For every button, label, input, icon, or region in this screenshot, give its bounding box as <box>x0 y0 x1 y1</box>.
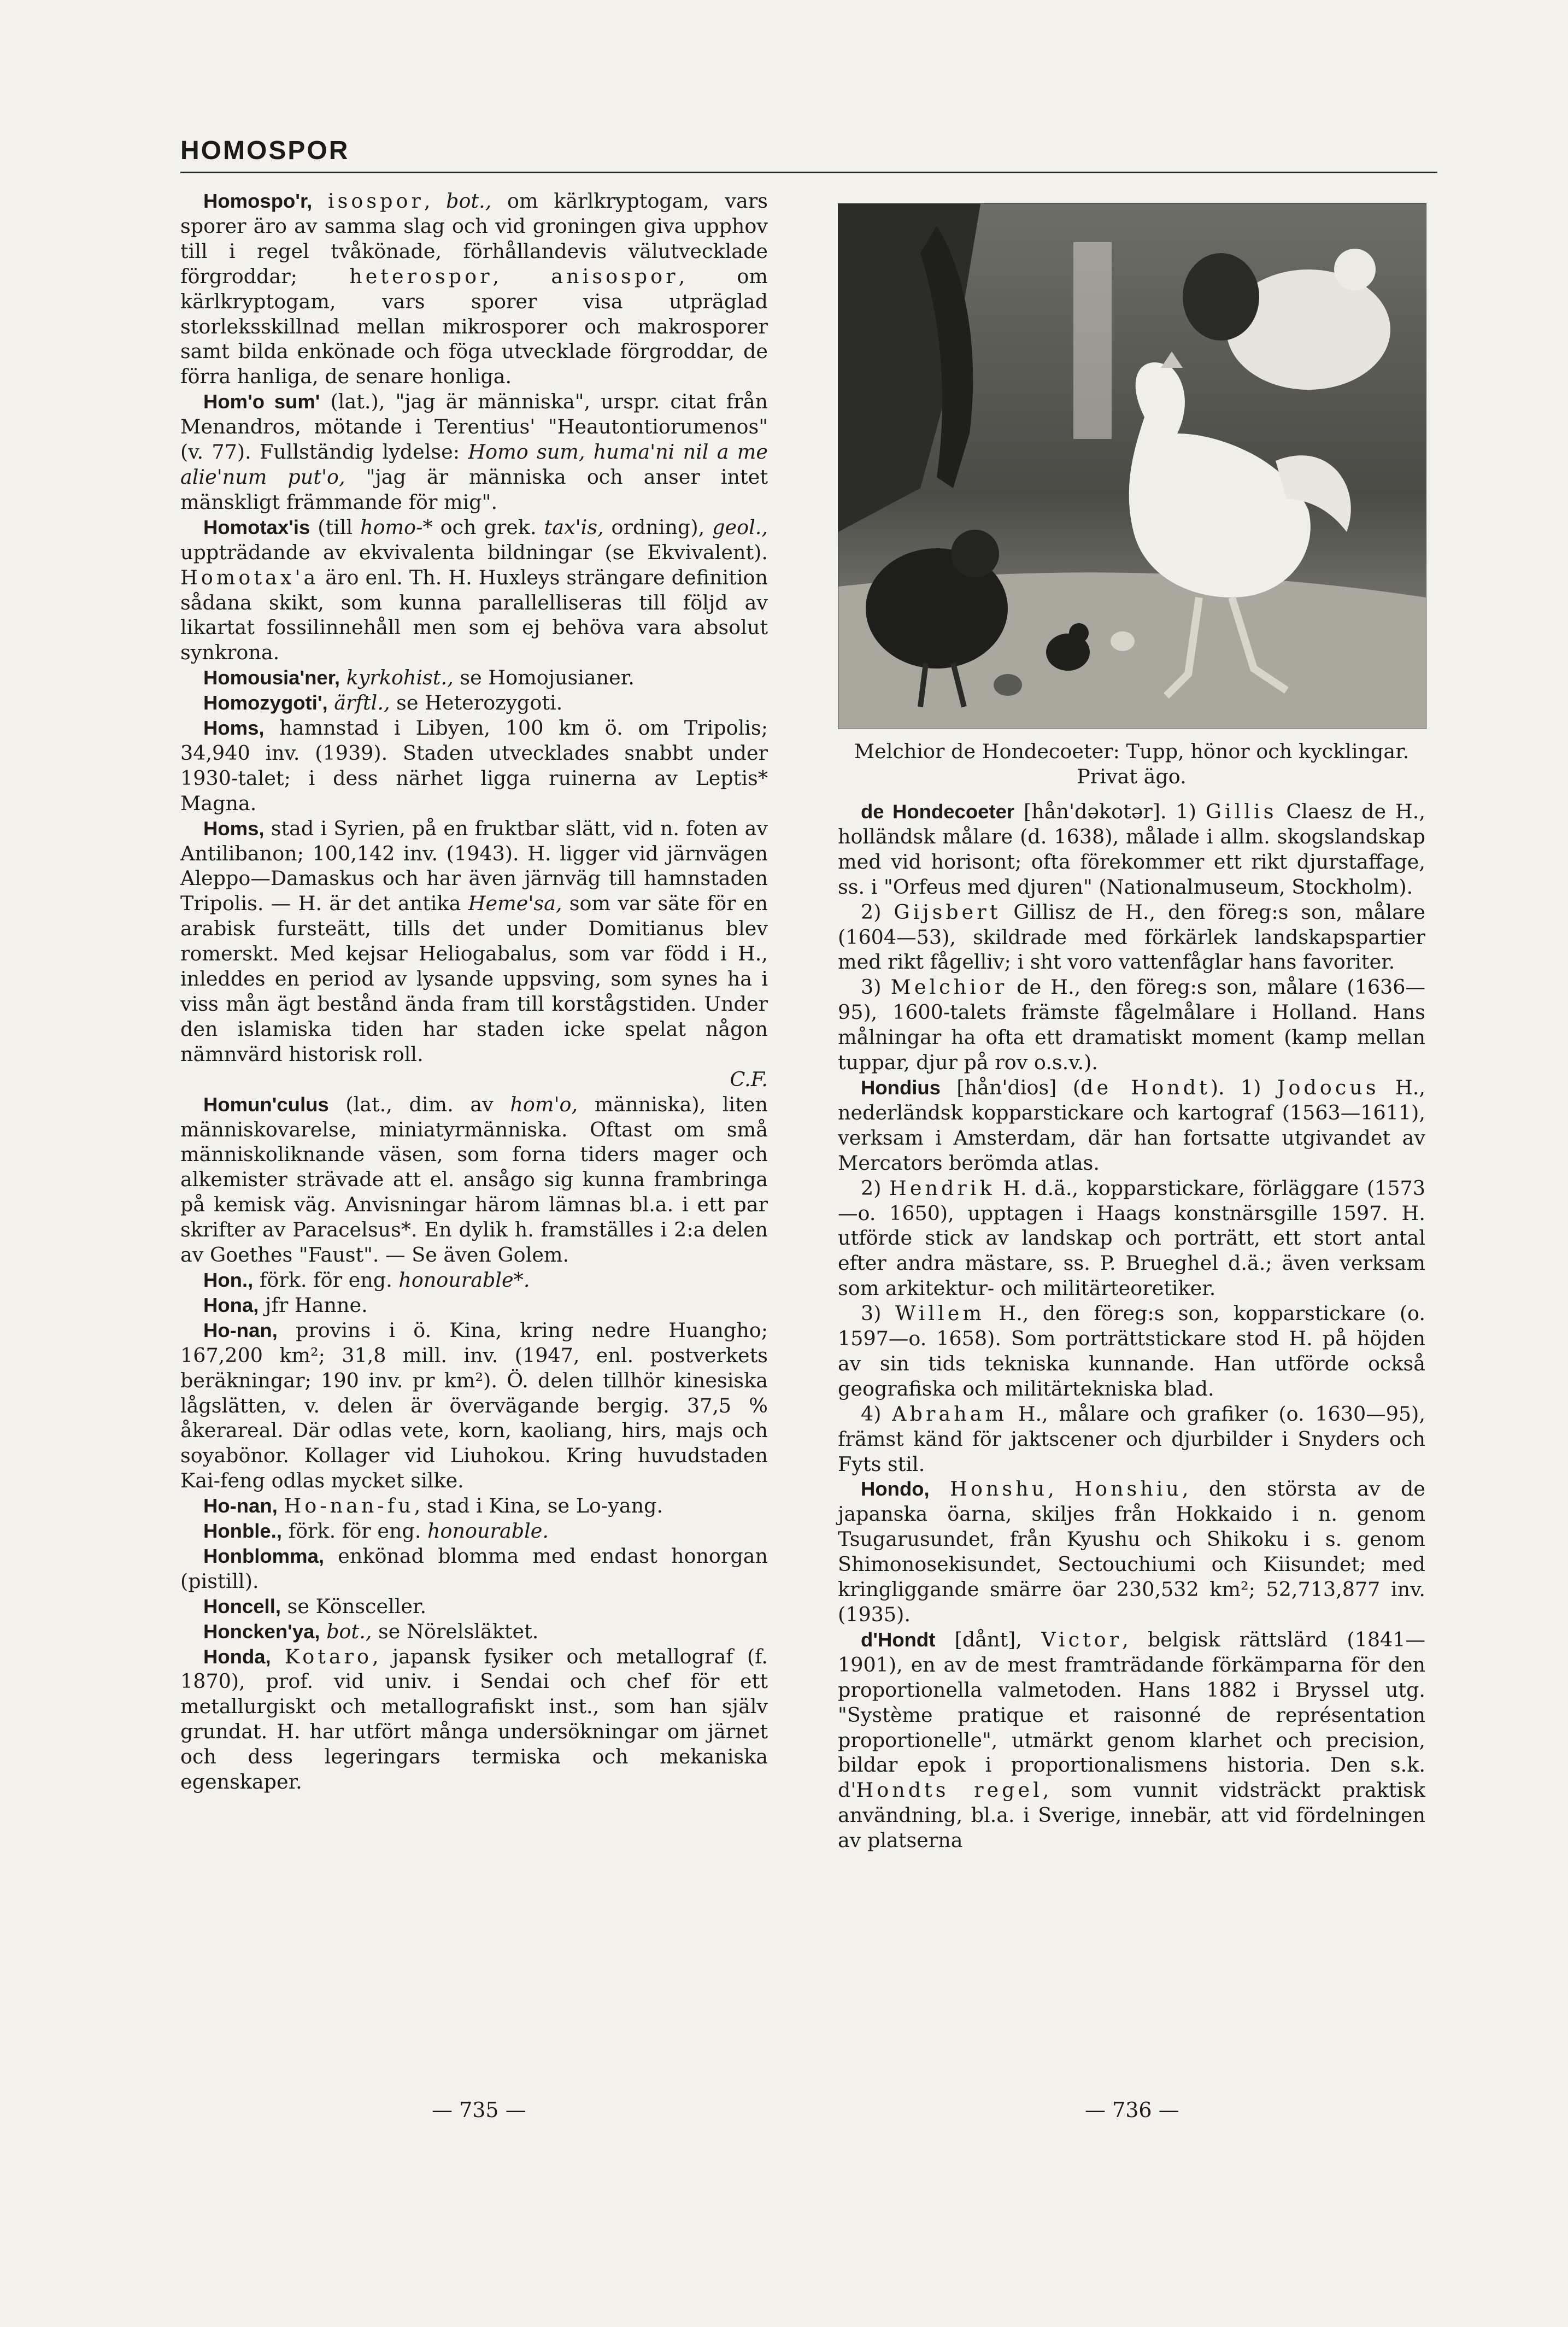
headword: Homotax'is <box>203 515 310 538</box>
entry-text: [hån'dios] ( <box>940 1075 1081 1099</box>
entry-text: "jag är människa och anser intet mänskligt främmande för mig". <box>180 465 768 514</box>
entry-text: tax'is, <box>544 515 604 539</box>
figure-caption <box>838 739 1425 789</box>
entry-text: Hendrik <box>889 1176 995 1200</box>
entry <box>180 1293 768 1318</box>
entry-text: Heme'sa, <box>468 892 562 916</box>
headword: Hondius <box>861 1076 941 1099</box>
entry <box>838 1176 1425 1302</box>
entry-text: heterospor <box>349 264 493 288</box>
entry-text: se Heterozygoti. <box>390 691 563 715</box>
entry-text: de H., den föreg:s son, målare (1636—95), 1600-talets främste fågelmålare i Holland. Hans målningar ha ofta ett dramatiskt moment (kamp mellan tuppar, djur på rov o.s.v.). <box>838 975 1425 1075</box>
entry-text: människa), liten människovarelse, miniatyrmänniska. Oftast om små människoliknande väsen, som forna tiders mager och alkemister strävade att el. ansågo sig kunna frambringa på kemisk väg. Anvisningar härom lämnas bl.a. i ett par skrifter av Paracelsus*. En dylik h. framställes i 2:a delen av Goethes "Faust". — Se även Golem. <box>180 1092 768 1267</box>
headword: Homospo'r, <box>203 190 313 212</box>
entry-text: Homotax'a <box>180 565 319 589</box>
entry-text: 4) <box>861 1402 892 1426</box>
entry <box>180 816 768 1092</box>
headword: Ho-nan, <box>203 1494 278 1517</box>
entry <box>180 389 768 515</box>
entry <box>180 1644 768 1795</box>
entry-text: homo-* <box>360 515 433 539</box>
entry-text: isospor <box>327 189 424 213</box>
entry-text: H., målare och grafiker (o. 1630—95), främst känd för jaktscener och djurbilder i Snyders och Fyts stil. <box>838 1402 1425 1476</box>
entry-text: 3) <box>861 1302 895 1326</box>
entry-text: , <box>492 264 551 288</box>
headword: de Hondecoeter <box>861 800 1015 823</box>
entry-text: (lat.), "jag är människa", urspr. citat från Menandros, mötande i Terentius' "Heautontiorumenos" (v. 77). Fullständig lydelse: <box>180 390 768 464</box>
entry-text: bot., <box>326 1619 372 1643</box>
entry <box>180 690 768 716</box>
entry-text: kyrkohist., <box>346 666 454 690</box>
entry-text: Gijsbert <box>894 900 1001 924</box>
entry-text: C.F. <box>730 1067 768 1091</box>
entry-text: 3) <box>861 975 891 999</box>
header-title: HOMOSPOR <box>180 136 350 165</box>
entry-text <box>320 1620 327 1643</box>
entry-text <box>328 691 334 714</box>
headword: Ho-nan, <box>203 1318 278 1341</box>
entry-text: , <box>424 189 447 213</box>
entry-text: (till <box>310 515 361 539</box>
entry <box>180 1594 768 1619</box>
left-column <box>180 189 768 1795</box>
headword: Hom'o sum' <box>203 390 320 413</box>
entry <box>180 1092 768 1268</box>
entry <box>180 1493 768 1519</box>
entry <box>180 189 768 389</box>
entry-text: Honshiu <box>1074 1477 1182 1501</box>
entry-text: se Nörelsläktet. <box>372 1619 539 1643</box>
entry-text: (lat., dim. av <box>328 1092 510 1116</box>
entry <box>838 1301 1425 1402</box>
painting-figure <box>838 203 1426 729</box>
page-number-left: — 735 — <box>432 2098 526 2122</box>
entry-text: de Hondt <box>1080 1075 1211 1099</box>
entry-text: förk. för eng. <box>253 1268 399 1292</box>
entry-text: hom'o, <box>510 1092 578 1116</box>
entry-text: Jodocus <box>1277 1075 1379 1099</box>
entry-text: geol., <box>712 515 768 539</box>
entry <box>838 900 1425 975</box>
entry-text: Claesz de H., holländsk målare (d. 1638), målade i allm. skogslandskap med vid horisont; ofta förekommer ett rikt djurstaffage, ss. i "Orfeus med djuren" (Nationalmuseum, Stockholm). <box>838 800 1425 899</box>
entry-text: [dånt], <box>935 1627 1042 1651</box>
entry-text: H. d.ä., kopparstickare, förläggare (1573—o. 1650), upptagen i Haags konstnärsgille 1597. H. utförde stick av landskap och porträtt, ett stort antal efter andra mästare, ss. P. Brueghel d.ä.; även verksam som arkitektur- och militärteoretiker. <box>838 1176 1425 1300</box>
entry-text: Homo sum, huma'ni nil a me alie'num put'o, <box>180 440 768 489</box>
entry <box>180 1268 768 1293</box>
entry <box>838 1075 1425 1176</box>
entry-text: ). 1) <box>1210 1075 1277 1099</box>
entry-text: 2) <box>861 1176 890 1200</box>
entry-text: H., nederländsk kopparstickare och kartograf (1563—1611), verksam i Amsterdam, där han fortsatte utgivandet av Mercators berömda atlas. <box>838 1075 1426 1175</box>
caption-line-1: Melchior de Hondecoeter: Tupp, hönor och kycklingar. <box>854 740 1410 763</box>
entry-text: se Homojusianer. <box>453 666 635 690</box>
entry-text: [hån'dəkotər]. 1) <box>1014 800 1206 823</box>
page-number-right: — 736 — <box>1085 2098 1179 2122</box>
caption-line-2: Privat ägo. <box>1077 765 1187 788</box>
entry <box>838 1402 1425 1477</box>
entry-text: honourable*. <box>398 1268 530 1292</box>
entry-text: äro enl. Th. H. Huxleys strängare definition sådana skikt, som kunna parallelliseras till följd av likartat fossilinnehåll men som ej behöva vara absolut synkrona. <box>180 565 768 665</box>
entry-text: se Könsceller. <box>280 1594 427 1618</box>
entry <box>180 1519 768 1544</box>
headword: Homs, <box>203 817 265 840</box>
headword: Homs, <box>203 717 265 740</box>
entry-text: Gillisz de H., den föreg:s son, målare (1604—53), skildrade med förkärlek landskapspartier med rikt fågelliv; i sht voro vattenfåglar hans favoriter. <box>838 900 1425 974</box>
entry <box>838 1627 1425 1853</box>
entry-text: Kotaro <box>284 1644 373 1668</box>
entry-text: Hondts regel <box>856 1778 1043 1802</box>
entry-text: uppträdande av ekvivalenta bildningar (se Ekvivalent). <box>180 540 768 564</box>
entry <box>180 515 768 665</box>
headword: Honble., <box>203 1520 282 1543</box>
entry-text: , japansk fysiker och metallograf (f. 1870), prof. vid univ. i Sendai och chef för ett metallurgiskt och metallografiskt inst., som han själv grundat. H. har utfört många undersökningar om järnet och dess legeringars termiska och mekaniska egenskaper. <box>180 1644 768 1794</box>
running-header <box>180 136 1437 166</box>
entry-text <box>930 1477 950 1500</box>
headword: Honblomma, <box>203 1544 325 1567</box>
entry-text: jfr Hanne. <box>259 1293 368 1317</box>
entry <box>180 1619 768 1644</box>
entry <box>180 1318 768 1493</box>
entry-text: och grek. <box>432 515 544 539</box>
entry-text: bot., <box>446 189 492 213</box>
entry-text: ordning), <box>603 515 713 539</box>
entry-text <box>340 666 347 689</box>
headword: Homozygoti', <box>203 691 328 714</box>
right-column <box>838 799 1425 1853</box>
entry-text: om kärlkryptogam, vars sporer äro av samma slag och vid groningen giva upphov till i regel tvåkönade, förhållandevis välutvecklade förgroddar; <box>180 189 768 288</box>
entry-text: förk. för eng. <box>281 1519 428 1543</box>
entry <box>838 1476 1425 1627</box>
entry <box>180 665 768 690</box>
entry-text: enkönad blomma med endast honorgan (pistill). <box>180 1544 768 1593</box>
entry-text: 2) <box>861 900 894 924</box>
entry-text: , <box>1048 1477 1075 1501</box>
headword: d'Hondt <box>861 1628 936 1651</box>
headword: Honda, <box>203 1645 271 1668</box>
entry-text: ärftl., <box>334 691 390 715</box>
entry <box>180 716 768 816</box>
entry-text: Victor <box>1041 1627 1123 1651</box>
headword: Honcell, <box>203 1595 281 1617</box>
entry-text: stad i Syrien, på en fruktbar slätt, vid n. foten av Antilibanon; 100,142 inv. (1943). H. ligger vid järnvägen Aleppo—Damaskus och har även järnväg till hamnstaden Tripolis. — H. är det antika <box>180 816 768 916</box>
entry-text: Ho-nan-fu <box>284 1494 414 1518</box>
entry-text <box>312 189 328 213</box>
entry-text: som var säte för en arabisk fursteätt, tills det under Domitianus blev romerskt. Med kejsar Heliogabalus, som var född i H., inleddes en period av lysande uppsving, som synes ha i viss mån ägt bestånd ända fram till korstågstiden. Under den islamiska tiden har staden icke spelat någon nämnvärd historisk roll. <box>180 892 768 1066</box>
entry-text: , den största av de japanska öarna, skiljes från Hokkaido i n. genom Tsugarusundet, från Kyushu och Shikoku i s. genom Shimonosekisundet, Sectouchiumi och Kiisundet; med kringliggande smärre öar 230,532 km²; 52,713,877 inv. (1935). <box>838 1477 1425 1626</box>
entry <box>838 799 1425 900</box>
headword: Homun'culus <box>203 1093 329 1116</box>
entry-text: Abraham <box>892 1402 1007 1426</box>
entry-text: Melchior <box>890 975 1008 999</box>
entry <box>180 1544 768 1594</box>
headword: Homousia'ner, <box>203 666 340 689</box>
entry-text: , som vunnit vidsträckt praktisk användning, bl.a. i Sverige, innebär, att vid fördelningen av platserna <box>838 1778 1425 1853</box>
headword: Hon., <box>203 1268 254 1291</box>
entry-text: hamnstad i Libyen, 100 km ö. om Tripolis; 34,940 inv. (1939). Staden utvecklades snabbt under 1930-talet; i dess närhet ligga ruinerna av Leptis* Magna. <box>180 716 768 815</box>
entry-text: , stad i Kina, se Lo-yang. <box>414 1494 663 1518</box>
entry-text: provins i ö. Kina, kring nedre Huangho; 167,200 km²; 31,8 mill. inv. (1947, enl. postverkets beräkningar; 190 inv. pr km²). Ö. delen tillhör kinesiska lågslätten, v. delen är övervägande bergig. 37,5 % åkerareal. Där odlas vete, korn, kaoliang, hirs, majs och soyabönor. Kollager vid Liuhokou. Kring huvudstaden Kai-feng odlas mycket silke. <box>180 1318 768 1493</box>
headword: Honcken'ya, <box>203 1620 320 1643</box>
entry-text: H., den föreg:s son, kopparstickare (o. 1597—o. 1658). Som porträttstickare stod H. på höjden av sin tids tekniska kunnande. Han utförde också geografiska och militärtekniska blad. <box>838 1302 1425 1400</box>
entry-text: anisospor <box>551 264 679 288</box>
entry-text: , belgisk rättslärd (1841—1901), en av de mest framträdande förkämparna för den proportionella valmetoden. Hans 1882 i Bryssel utg. "Système pratique et raisonné de représentation proportionelle", utmärkt genom klarhet och precision, bildar epok i proportionalismens historia. Den s.k. d' <box>838 1627 1426 1802</box>
entry-text: honourable. <box>427 1519 549 1543</box>
painting-image <box>838 204 1426 729</box>
entry <box>838 975 1425 1075</box>
header-rule <box>180 172 1437 173</box>
headword: Hondo, <box>861 1478 930 1500</box>
entry-text: Willem <box>895 1302 985 1326</box>
headword: Hona, <box>203 1293 259 1316</box>
entry-text <box>271 1645 285 1668</box>
entry-text: , om kärlkryptogam, vars sporer visa utpräglad storleksskillnad mellan mikrosporer och makrosporer samt bilda enkönade och föga utvecklade förgroddar, de förra hanliga, de senare honliga. <box>180 264 768 389</box>
entry-text: Gillis <box>1205 800 1277 823</box>
entry-text <box>278 1494 284 1517</box>
entry-text: Honshu <box>950 1477 1048 1501</box>
